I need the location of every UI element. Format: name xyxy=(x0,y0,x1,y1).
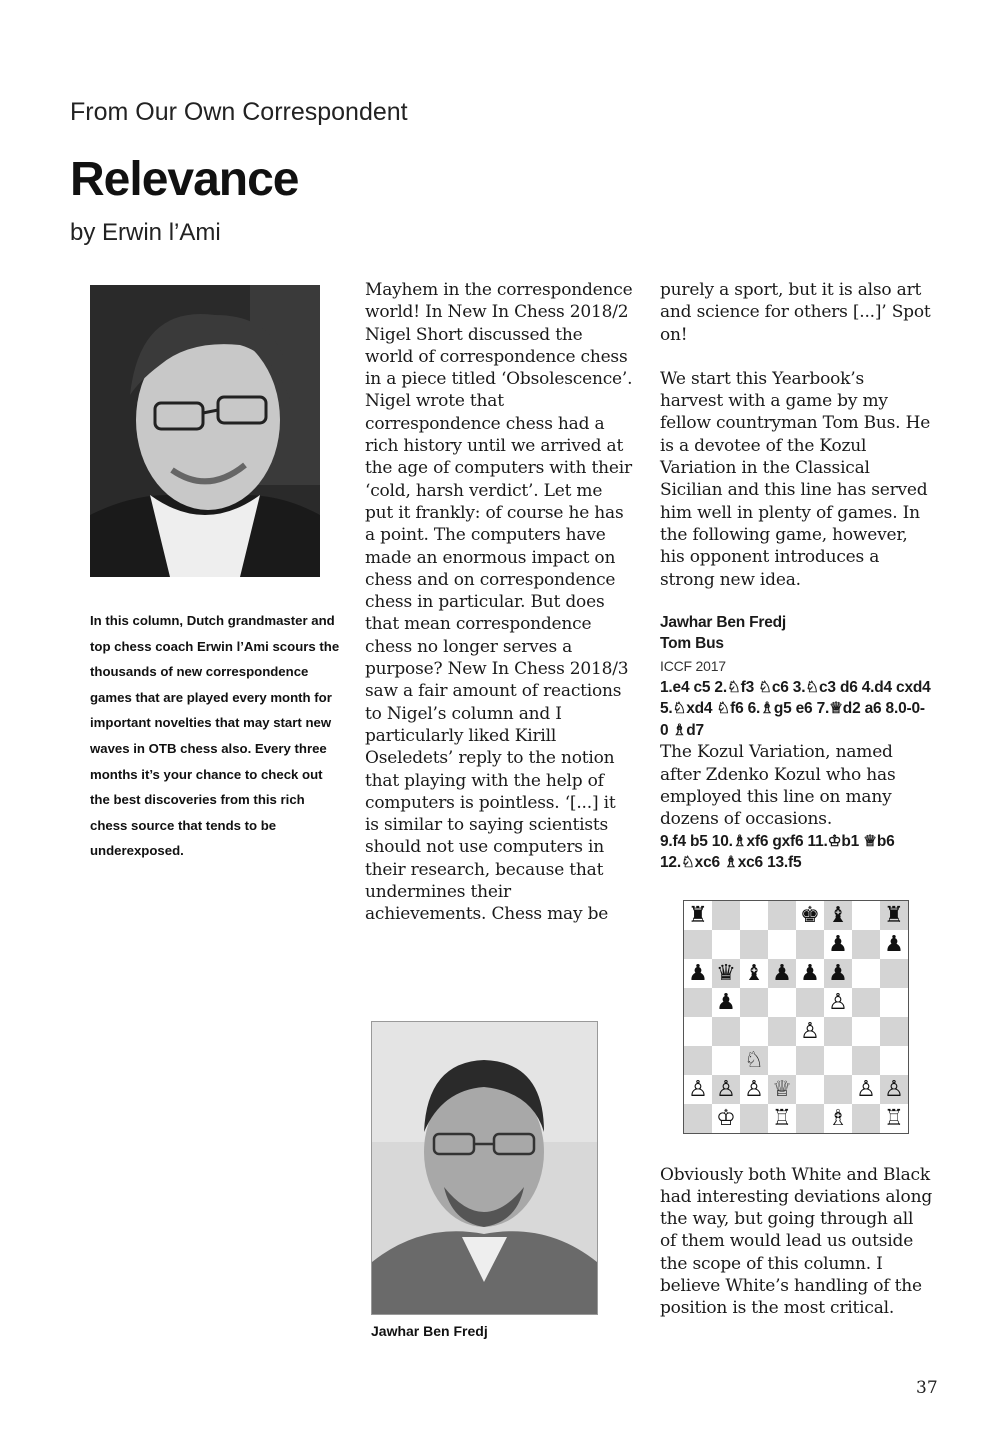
board-square: ♟ xyxy=(712,988,740,1017)
chess-board xyxy=(684,901,908,1133)
board-square: ♛ xyxy=(712,959,740,988)
page-number: 37 xyxy=(916,1378,938,1398)
body-paragraph: purely a sport, but it is also art and science for others [...]’ Spot on! xyxy=(660,280,931,345)
game-white-player: Jawhar Ben Fredj xyxy=(660,613,787,631)
game-moves: 1.e4 c5 2.♘f3 ♘c6 3.♘c3 d6 4.d4 cxd4 5.♘xd4 ♘f6 6.♗g5 e6 7.♕d2 a6 8.0-0-0 ♗d7 xyxy=(660,678,931,739)
board-square xyxy=(740,1017,768,1046)
board-square: ♙ xyxy=(684,1075,712,1104)
board-square xyxy=(796,1104,824,1133)
board-square xyxy=(880,959,908,988)
board-square: ♙ xyxy=(852,1075,880,1104)
game-comment: The Kozul Variation, named after Zdenko Kozul who has employed this line on many dozens of occasions. xyxy=(660,742,896,830)
board-square: ♙ xyxy=(824,988,852,1017)
jawhar-ben-fredj-photo xyxy=(371,1021,598,1315)
board-square: ♘ xyxy=(740,1046,768,1075)
game-moves: 9.f4 b5 10.♗xf6 gxf6 11.♔b1 ♕b6 12.♘xc6 ♗xc6 13.f5 xyxy=(660,832,895,872)
chess-diagram xyxy=(683,900,909,1134)
board-square: ♕ xyxy=(768,1075,796,1104)
board-square: ♜ xyxy=(684,901,712,930)
board-square: ♟ xyxy=(824,959,852,988)
board-square xyxy=(852,988,880,1017)
board-square xyxy=(852,1104,880,1133)
board-square xyxy=(796,1075,824,1104)
board-square: ♖ xyxy=(880,1104,908,1133)
board-square xyxy=(880,988,908,1017)
board-square xyxy=(684,930,712,959)
board-square xyxy=(684,1017,712,1046)
board-square: ♙ xyxy=(880,1075,908,1104)
board-square xyxy=(852,1046,880,1075)
board-square: ♟ xyxy=(684,959,712,988)
board-square xyxy=(824,1075,852,1104)
board-square xyxy=(712,1046,740,1075)
game-black-player: Tom Bus xyxy=(660,635,724,653)
board-square: ♙ xyxy=(712,1075,740,1104)
board-square xyxy=(796,930,824,959)
board-square xyxy=(768,1017,796,1046)
board-square xyxy=(768,930,796,959)
board-square xyxy=(852,901,880,930)
board-square: ♝ xyxy=(740,959,768,988)
author-photo xyxy=(90,285,320,577)
photo-caption: Jawhar Ben Fredj xyxy=(371,1323,488,1339)
board-square: ♚ xyxy=(796,901,824,930)
body-paragraph: Mayhem in the correspondence world! In New In Chess 2018/2 Nigel Short discussed the world of correspondence chess in a piece titled ‘Obsolescence’. Nigel wrote that correspondence chess had a rich history until we arrived at the age of computers with their ‘cold, harsh verdict’. Let me put it frankly: of course he has a point. The computers have made an enormous impact on chess and on correspondence chess in particular. But does that mean correspondence chess no longer serves a purpose? New In Chess 2018/3 saw a fair amount of reactions to Nigel’s column and I particularly liked Kirill Oseledets’ reply to the notion that playing with the help of computers is pointless. ‘[...] it is similar to saying scientists should not use computers in their research, because that undermines their achievements. Chess may be xyxy=(365,280,633,925)
board-square xyxy=(796,1046,824,1075)
board-square xyxy=(684,1104,712,1133)
byline: by Erwin l’Ami xyxy=(70,219,221,246)
board-square: ♙ xyxy=(740,1075,768,1104)
column-3-text xyxy=(660,279,932,1320)
game-event: ICCF 2017 xyxy=(660,657,726,674)
board-square: ♗ xyxy=(824,1104,852,1133)
body-paragraph: We start this Yearbook’s harvest with a game by my fellow countryman Tom Bus. He is a devotee of the Kozul Variation in the Classical Sicilian and this line has served him well in plenty of games. In the following game, however, his opponent introduces a strong new idea. xyxy=(660,368,931,590)
board-square xyxy=(852,930,880,959)
board-square xyxy=(740,901,768,930)
section-kicker: From Our Own Correspondent xyxy=(70,98,408,126)
column-2-text xyxy=(365,279,633,926)
board-square xyxy=(768,901,796,930)
board-square xyxy=(852,1017,880,1046)
board-square xyxy=(684,988,712,1017)
board-square xyxy=(684,1046,712,1075)
board-square: ♟ xyxy=(880,930,908,959)
board-square xyxy=(712,901,740,930)
board-square xyxy=(768,988,796,1017)
article-title: Relevance xyxy=(70,153,299,206)
board-square xyxy=(880,1017,908,1046)
board-square xyxy=(824,1017,852,1046)
board-square: ♟ xyxy=(824,930,852,959)
body-paragraph: Obviously both White and Black had interesting deviations along the way, but going through all of them would lead us outside the scope of this column. I believe White’s handling of the position is the most critical. xyxy=(660,1164,932,1319)
board-square xyxy=(740,930,768,959)
board-square xyxy=(740,1104,768,1133)
board-square: ♙ xyxy=(796,1017,824,1046)
board-square: ♝ xyxy=(824,901,852,930)
board-square xyxy=(852,959,880,988)
board-square xyxy=(712,930,740,959)
board-square: ♖ xyxy=(768,1104,796,1133)
board-square xyxy=(796,988,824,1017)
board-square: ♟ xyxy=(796,959,824,988)
board-square: ♔ xyxy=(712,1104,740,1133)
board-square: ♜ xyxy=(880,901,908,930)
column-intro: In this column, Dutch grandmaster and top chess coach Erwin l’Ami scours the thousands of new correspondence games that are played every month for important novelties that may start new waves in OTB chess also. Every three months it’s your chance to check out the best discoveries from this rich chess source that tends to be underexposed. xyxy=(90,613,340,859)
board-square xyxy=(740,988,768,1017)
board-square xyxy=(824,1046,852,1075)
board-square: ♟ xyxy=(768,959,796,988)
board-square xyxy=(768,1046,796,1075)
board-square xyxy=(880,1046,908,1075)
board-square xyxy=(712,1017,740,1046)
